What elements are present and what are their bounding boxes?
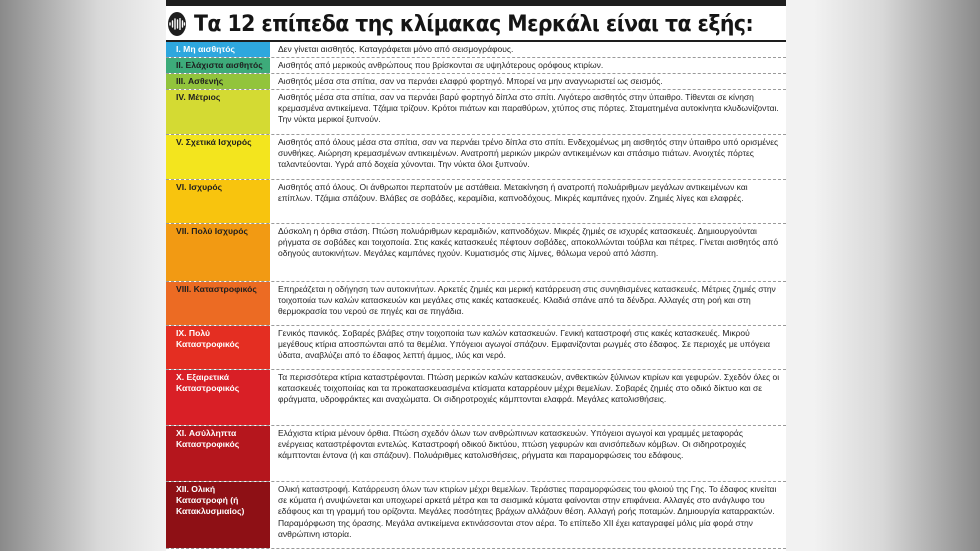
scale-row [166,58,786,74]
scale-level-description: Ελάχιστα κτίρια μένουν όρθια. Πτώση σχεδόν όλων των ανθρώπινων κατασκευών. Υπόγειοι αγωγοί και γραμμές μεταφοράς ενέργειας καταστρέφονται εντελώς. Καταστροφή οδικού δικτύου, πτώση γεφυρών και ανισόπεδων κόμβων. Οι σιδηροτροχιές κάμπτονται έντονα (ή και σπάζουν). Πολυάριθμες κατολισθήσεις, ρήγματα και παραμορφώσεις του εδάφους. [278,428,746,461]
scale-level-description: Τα περισσότερα κτίρια καταστρέφονται. Πτώση μερικών καλών κατασκευών, ανθεκτικών ξύλινων κτιρίων και γεφυρών. Σχεδόν όλες οι κατασκευές τοιχοποιίας και τα προκατασκευασμένα κτίσματα καταρρέουν μέχρι θεμελίων. Σοβαρές ζημιές στο οδικό δίκτυο και σε φράγματα, υδροφράκτες και αναχώματα. Οι σιδηροτροχιές κάμπτονται ελαφρά. Μεγάλες κατολισθήσεις. [278,372,780,405]
scale-level-description: Επηρεάζεται η οδήγηση των αυτοκινήτων. Αρκετές ζημιές και μερική κατάρρευση στις συνηθισμένες κατασκευές. Μέτριες ζημιές στην τοιχοποιία των καλών κατασκευών και μεγάλες στις κακές κατασκευές. Κλαδιά σπάνε από τα δένδρα. Αλλαγές στη ροή και στη θερμοκρασία του νερού σε πηγές και σε πηγάδια. [278,284,776,317]
scale-row [166,370,786,426]
scale-level-description: Ολική καταστροφή. Κατάρρευση όλων των κτιρίων μέχρι θεμελίων. Τεράστιες παραμορφώσεις του φλοιού της Γης. Το έδαφος κινείται σε κύματα ή ανυψώνεται και υποχωρεί αρκετά μέτρα και τα σεισμικά κύματα φαίνονται στην επιφάνεια. Αλλαγές στο ανάγλυφο του εδάφους και τη γραμμή του ορίζοντα. Μεγάλες ποσότητες βράχων αλλάζουν θέση. Αλλαγή ροής ποταμών. Δημιουργία καταρρακτών. Παραμόρφωση της όρασης. Μεγάλα αντικείμενα εκτινάσσονται στον αέρα. Το επίπεδο XII έχει καταγραφεί μόλις μία φορά στην ανθρώπινη ιστορία. [278,484,777,539]
scale-level-description: Γενικός πανικός. Σοβαρές βλάβες στην τοιχοποιία των καλών κατασκευών. Γενική καταστροφή στις κακές κατασκευές. Μικρού μεγέθους κτίρια αποσπώνται από τα θεμέλια. Υπόγειοι αγωγοί σπάζουν. Εμφανίζονται ρωγμές στο έδαφος. Σε περιοχές με υπόγεια ύδατα, αναβλύζει από το έδαφος λεπτή άμμος, ιλύς και νερό. [278,328,771,361]
scale-level-description: Αισθητός από μερικούς ανθρώπους που βρίσκονται σε υψηλότερους ορόφους κτιρίων. [278,60,604,70]
mercalli-scale-sheet [166,0,786,551]
scale-row [166,42,786,58]
scale-level-label: V. Σχετικά Ισχυρός [166,135,270,179]
scale-level-label: VII. Πολύ Ισχυρός [166,224,270,281]
scale-row [166,326,786,370]
scale-level-label: IV. Μέτριος [166,90,270,134]
scale-level-label: VI. Ισχυρός [166,180,270,223]
page-title: Τα 12 επίπεδα της κλίμακας Μερκάλι είναι τα εξής: [194,11,754,37]
scale-level-description: Αισθητός μέσα στα σπίτια, σαν να περνάει βαρύ φορτηγό δίπλα στο σπίτι. Λιγότερο αισθητός στην ύπαιθρο. Τίθενται σε κίνηση κρεμασμένα αντικείμενα. Τζάμια τρίζουν. Κρότοι πιάτων και παραθύρων, χτύπος στις πόρτες. Σταματημένα αυτοκίνητα κλυδωνίζονται. Την νύκτα μερικοί ξυπνούν. [278,92,779,125]
scale-level-description: Αισθητός μέσα στα σπίτια, σαν να περνάει ελαφρύ φορτηγό. Μπορεί να μην αναγνωριστεί ως σεισμός. [278,76,663,86]
scale-level-label: X. Εξαιρετικά Καταστροφικός [166,370,270,425]
scale-level-description: Αισθητός από όλους μέσα στα σπίτια, σαν να περνάει τρένο δίπλα στο σπίτι. Ενδεχομένως μη αισθητός στην ύπαιθρο υπό ορισμένες συνθήκες. Αιώρηση κρεμασμένων αντικειμένων. Ανατροπή μερικών μικρών αντικειμένων και σπάσιμο πιάτων. Ανοιχτές πόρτες ταλαντεύονται. Υγρά από δοχεία χύνονται. Την νύκτα όλοι ξυπνούν. [278,137,779,170]
mercalli-table [166,42,786,549]
scale-row [166,74,786,90]
scale-level-label: XII. Ολική Καταστροφή (ή Κατακλυσμιαίος) [166,482,270,548]
scale-row [166,180,786,224]
scale-level-label: IX. Πολύ Καταστροφικός [166,326,270,369]
scale-level-label: III. Ασθενής [166,74,270,89]
scale-level-description: Δεν γίνεται αισθητός. Καταγράφεται μόνο από σεισμογράφους. [278,44,514,54]
scale-level-description: Αισθητός από όλους. Οι άνθρωποι περπατούν με αστάθεια. Μετακίνηση ή ανατροπή πολυάριθμων μεγάλων αντικειμένων και επίπλων. Τζάμια σπάζουν. Βλάβες σε σοβάδες, κεραμίδια, καπνοδόχους. Μικρές καμπάνες ηχούν. Ζημιές λίγες και ελαφρές. [278,182,748,204]
scale-level-label: I. Μη αισθητός [166,42,270,57]
scale-row [166,426,786,482]
scale-level-label: VIII. Καταστροφικός [166,282,270,325]
title-bar [166,8,786,40]
scale-row [166,282,786,326]
scale-level-description: Δύσκολη η όρθια στάση. Πτώση πολυάριθμων κεραμιδιών, καπνοδόχων. Μικρές ζημιές σε ισχυρές κατασκευές. Δημιουργούνται ρήγματα σε σοβάδες και τοιχοποιία. Στις κακές κατασκευές πέφτουν σοβάδες, αποκολλώνται τούβλα και πέτρες. Γίνεται αισθητός από οδηγούς αυτοκινήτων. Μεγάλες καμπάνες ηχούν. Κυματισμός στις λίμνες, θόλωμα νερού από λάσπη. [278,226,779,259]
scale-row [166,135,786,180]
scale-row [166,224,786,282]
scale-level-label: XI. Ασύλληπτα Καταστροφικός [166,426,270,481]
top-rule [166,0,786,6]
scale-level-label: II. Ελάχιστα αισθητός [166,58,270,73]
scale-row [166,90,786,135]
scale-row [166,482,786,549]
seismograph-icon [168,12,186,36]
